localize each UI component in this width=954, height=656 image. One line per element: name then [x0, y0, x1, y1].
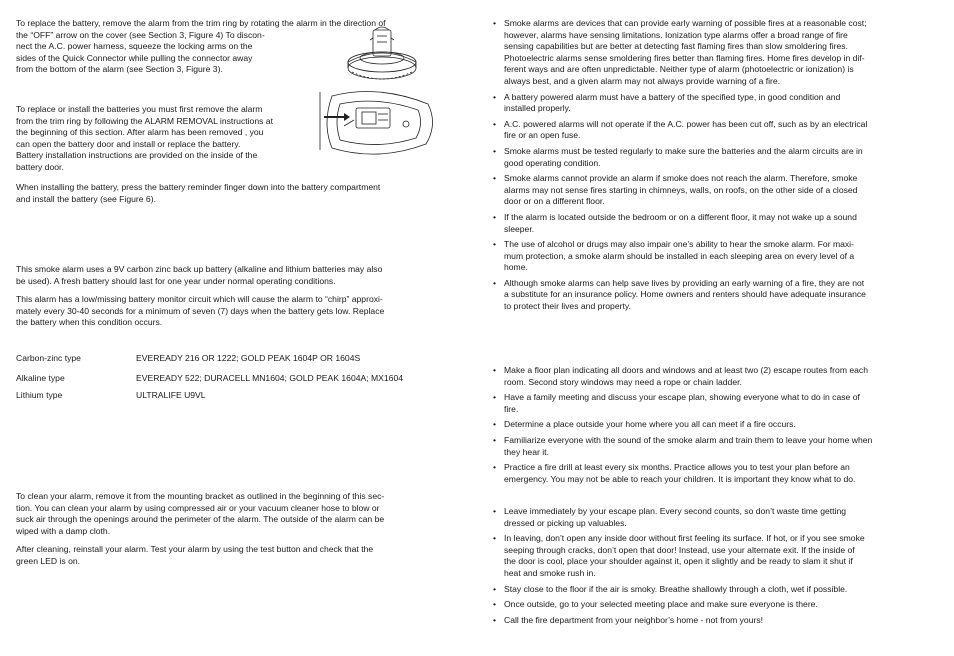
text-line: from the bottom of the alarm (see Section 3, Figure 3). [16, 64, 223, 75]
text-line: and install the battery (see Figure 6). [16, 193, 156, 204]
text-line: • Make a floor plan indicating all doors and windows and at least two (2) escape routes from each [504, 365, 869, 375]
text-line: nect the A.C. power harness, squeeze the locking arms on the [16, 41, 253, 52]
text-line: • Determine a place outside your home where you all can meet if a fire occurs. [504, 419, 796, 430]
low-battery-chirp-paragraph [16, 294, 452, 329]
text-line: • Smoke alarms must be tested regularly to make sure the batteries and the alarm circuits are in [504, 145, 863, 156]
text-line: Photoelectric alarms sense smoldering fires better than flaming fires. Home fires develop in dif- [504, 52, 865, 63]
text-line: good operating condition. [504, 157, 601, 168]
text-line: the “OFF” arrow on the cover (see Section 3, Figure 4) To discon- [16, 29, 265, 40]
text-line: installed properly. [504, 103, 571, 114]
text-line: mately every 30-40 seconds for a minimum of seven (7) days when the battery gets low. Replace [16, 305, 385, 316]
text-line: sides of the Quick Connector while pulling the connector away [16, 52, 253, 63]
text-line: suck air through the openings around the perimeter of the alarm. The outside of the alarm can be [16, 514, 385, 525]
after-cleaning-paragraph [16, 544, 452, 567]
list-item [492, 18, 938, 88]
list-item [492, 92, 938, 115]
battery-reminder-paragraph [16, 182, 452, 205]
battery-type-label: Alkaline type [16, 373, 65, 383]
text-line: • Smoke alarms are devices that can provide early warning of possible fires at a reasonable cost; [504, 18, 867, 28]
text-line: • The use of alcohol or drugs may also impair one’s ability to hear the smoke alarm. For maxi- [504, 239, 854, 250]
list-item [492, 506, 938, 529]
text-line: • A battery powered alarm must have a battery of the specified type, in good condition and [504, 91, 841, 102]
text-line: can open the battery door and install or replace the battery. [16, 138, 241, 149]
text-line: from the trim ring by following the ALARM REMOVAL instructions at [16, 115, 273, 126]
list-item [492, 533, 938, 579]
list-item [492, 278, 938, 313]
text-line: home. [504, 262, 528, 273]
alarm-connector-illustration [340, 22, 424, 84]
text-line: • Have a family meeting and discuss your escape plan, showing everyone what to do in case of [504, 392, 860, 403]
text-line: always best, and a given alarm may not always provide warning of a fire. [504, 75, 781, 86]
fire-actions-list [492, 506, 938, 626]
text-line: a substitute for an insurance policy. Home owners and renters should have adequate insurance [504, 289, 866, 300]
text-line: • Smoke alarms cannot provide an alarm if smoke does not reach the alarm. Therefore, smoke [504, 173, 858, 184]
backup-battery-paragraph [16, 264, 452, 287]
text-line: dressed or picking up valuables. [504, 517, 627, 528]
text-line: When installing the battery, press the battery reminder finger down into the battery compartment [16, 182, 381, 192]
text-line: the battery when this condition occurs. [16, 317, 163, 328]
text-line: tion. You can clean your alarm by using compressed air or your vacuum cleaner hose to blow or [16, 502, 380, 513]
escape-plan-list [492, 365, 938, 485]
list-item [492, 239, 938, 274]
battery-type-label: Carbon-zinc type [16, 353, 81, 363]
text-line: Battery installation instructions are provided on the inside of the [16, 150, 258, 161]
text-line: • If the alarm is located outside the bedroom or on a different floor, it may not wake up a sound [504, 211, 857, 222]
text-line: they hear it. [504, 446, 549, 457]
text-line: alarms may not sense fires starting in chimneys, walls, on roofs, on the other side of a closed [504, 184, 858, 195]
battery-type-label: Lithium type [16, 390, 63, 400]
text-line: emergency. You may not be able to reach your children. It is important they know what to do. [504, 473, 856, 484]
text-line: heat and smoke rush in. [504, 567, 596, 578]
text-line: room. Second story windows may need a rope or chain ladder. [504, 376, 742, 387]
text-line: green LED is on. [16, 555, 81, 566]
text-line: To clean your alarm, remove it from the mounting bracket as outlined in the beginning of this sec- [16, 491, 385, 501]
text-line: to protect their lives and property. [504, 301, 631, 312]
text-line: • Although smoke alarms can help save lives by providing an early warning of a fire, they are not [504, 277, 865, 288]
cleaning-paragraph [16, 491, 452, 537]
text-line: sensing capabilities but are better at detecting fast flaming fires than slow smoldering fires. [504, 41, 848, 52]
text-line: This alarm has a low/missing battery monitor circuit which will cause the alarm to “chirp” approxi- [16, 294, 383, 304]
text-line: • In leaving, don’t open any inside door without first feeling its surface. If hot, or if you see smoke [504, 533, 865, 544]
text-line: battery door. [16, 161, 64, 172]
text-line: • Call the fire department from your neighbor’s home - not from yours! [504, 614, 764, 625]
list-item [492, 119, 938, 142]
battery-models: EVEREADY 216 OR 1222; GOLD PEAK 1604P OR 1604S [136, 353, 361, 363]
text-line: fire or an open fuse. [504, 130, 581, 141]
battery-models: ULTRALIFE U9VL [136, 390, 206, 400]
list-item [492, 584, 938, 596]
list-item [492, 173, 938, 208]
list-item [492, 392, 938, 415]
text-line: • Stay close to the floor if the air is smoky. Breathe shallowly through a cloth, wet if possible. [504, 583, 848, 594]
list-item [492, 462, 938, 485]
text-line: be used). A fresh battery should last for one year under normal operating conditions. [16, 275, 336, 286]
list-item [492, 435, 938, 458]
list-item [492, 599, 938, 611]
alarm-limitations-list [492, 18, 938, 313]
text-line: After cleaning, reinstall your alarm. Test your alarm by using the test button and check that the [16, 544, 374, 554]
list-item [492, 615, 938, 627]
list-item [492, 212, 938, 235]
text-line: door or on a different floor. [504, 196, 605, 207]
list-item [492, 365, 938, 388]
text-line: however, alarms have sensing limitations. Ionization type alarms offer a broad range of fire [504, 29, 848, 40]
text-line: the door is cool, place your shoulder against it, open it slightly and be ready to slam it shut if [504, 556, 853, 567]
text-line: fire. [504, 403, 519, 414]
text-line: • Practice a fire drill at least every six months. Practice allows you to test your plan before an [504, 462, 850, 473]
text-line: mum protection, a smoke alarm should be installed in each sleeping area on every level of a [504, 250, 855, 261]
text-line: ferent ways and are often unpredictable. Neither type of alarm (photoelectric or ionization) is [504, 64, 854, 75]
text-line: To replace the battery, remove the alarm from the trim ring by rotating the alarm in the direction of [16, 18, 386, 28]
text-line: • A.C. powered alarms will not operate if the A.C. power has been cut off, such as by an electrical [504, 118, 868, 129]
battery-models: EVEREADY 522; DURACELL MN1604; GOLD PEAK 1604A; MX1604 [136, 373, 404, 383]
text-line: sleeper. [504, 223, 535, 234]
list-item [492, 146, 938, 169]
text-line: wiped with a damp cloth. [16, 525, 111, 536]
text-line: This smoke alarm uses a 9V carbon zinc back up battery (alkaline and lithium batteries may also [16, 264, 383, 274]
text-line: To replace or install the batteries you must first remove the alarm [16, 104, 263, 114]
text-line: • Once outside, go to your selected meeting place and make sure everyone is there. [504, 599, 818, 610]
text-line: • Leave immediately by your escape plan. Every second counts, so don’t waste time getting [504, 506, 847, 516]
battery-compartment-illustration [318, 90, 438, 158]
list-item [492, 419, 938, 431]
text-line: the beginning of this section. After alarm has been removed , you [16, 127, 264, 138]
text-line: • Familiarize everyone with the sound of the smoke alarm and train them to leave your home when [504, 434, 873, 445]
text-line: seeping through cracks, don’t open that door! Instead, use your alternate exit. If the inside of [504, 544, 855, 555]
